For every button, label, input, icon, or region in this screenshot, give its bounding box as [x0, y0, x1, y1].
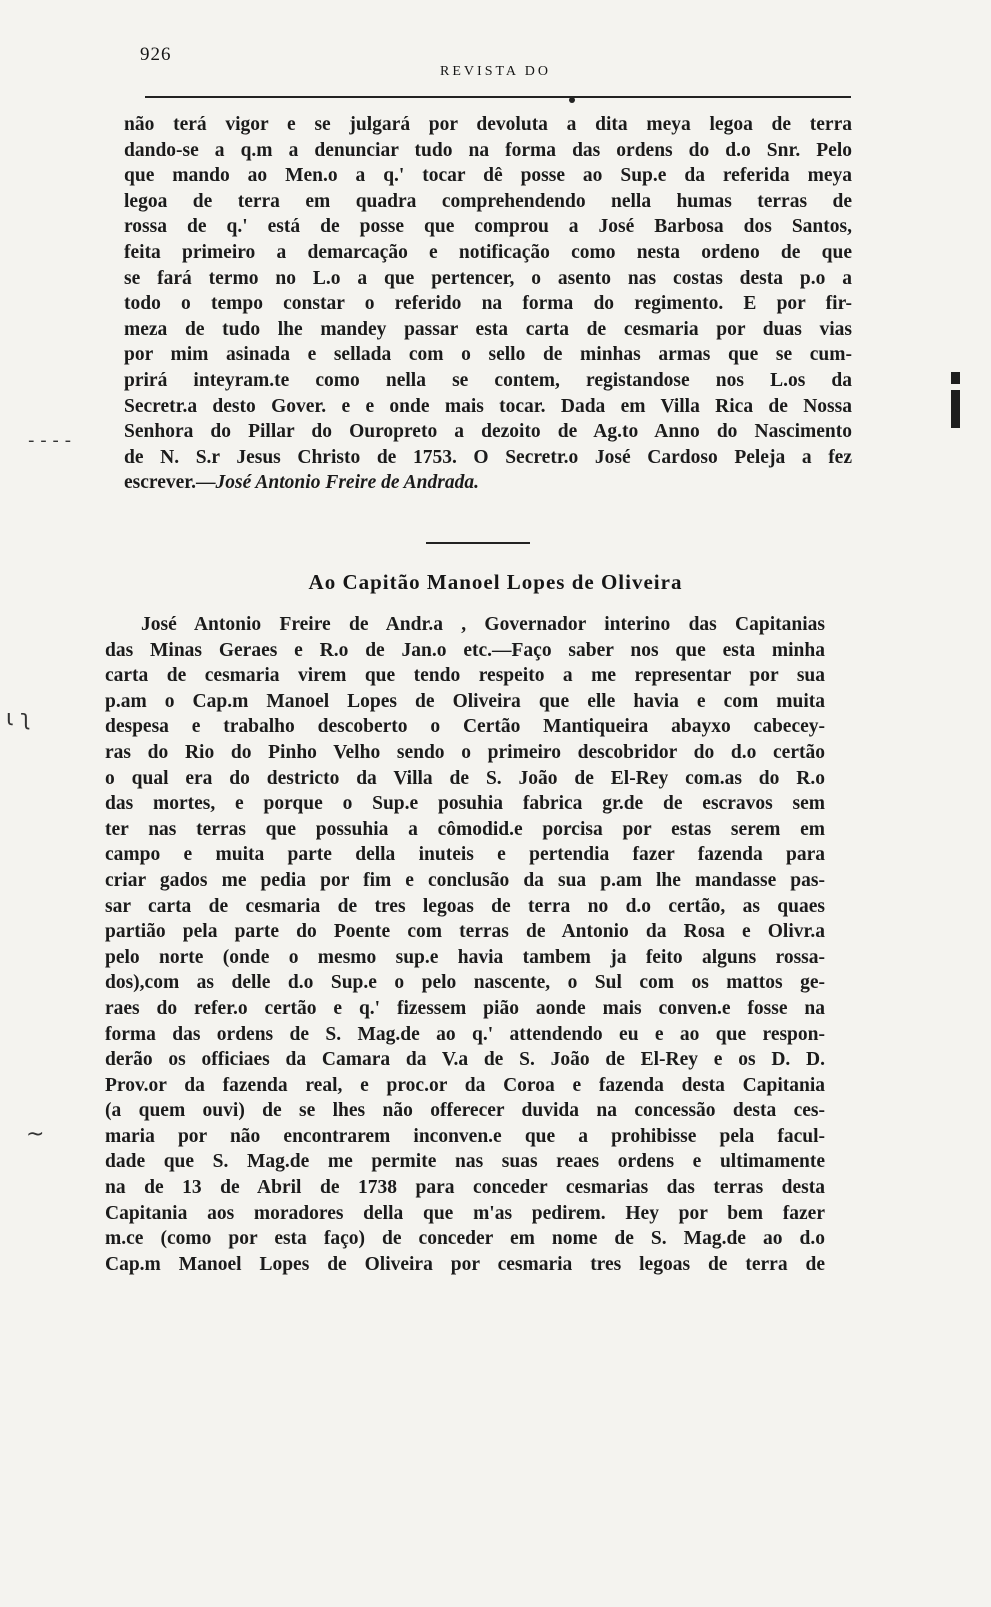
page-edge-mark [951, 372, 960, 384]
text-line: partião pela parte do Poente com terras de Antonio da Rosa e Olivr.a [105, 921, 825, 943]
text-line: Cap.m Manoel Lopes de Oliveira por cesmaria tres legoas de terra de [105, 1253, 825, 1275]
text-line: todo o tempo constar o referido na forma do regimento. E por fir- [124, 293, 852, 315]
text-line: (a quem ouvi) de se lhes não offerecer duvida na concessão desta ces- [105, 1100, 825, 1122]
margin-annotation: ι ʅ [6, 706, 31, 731]
text-line: feita primeiro a demarcação e notificação como nesta ordeno de que [124, 241, 852, 263]
section-divider [426, 542, 530, 544]
text-line: o qual era do destricto da Villa de S. João de El-Rey com.as do R.o [105, 767, 825, 789]
page-number: 926 [140, 44, 172, 65]
text-line: prirá inteyram.te como nella se contem, registandose nos L.os da [124, 369, 852, 391]
section-title: Ao Capitão Manoel Lopes de Oliveira [308, 570, 683, 594]
text-line: derão os officiaes da Camara da V.a de S. João de El-Rey e os D. D. [105, 1049, 825, 1071]
text-line: das Minas Geraes e R.o de Jan.o etc.—Faço saber nos que esta minha [105, 639, 825, 661]
text-line: se fará termo no L.o a que pertencer, o asento nas costas desta p.o a [124, 267, 852, 289]
text-line: das mortes, e porque o Sup.e posuhia fabrica gr.de de escravos sem [105, 793, 825, 815]
text-line: criar gados me pedia por fim e conclusão da sua p.am lhe mandasse pas- [105, 869, 825, 891]
paragraph-continuation [124, 112, 852, 496]
text-line: dade que S. Mag.de me permite nas suas reaes ordens e ultimamente [105, 1151, 825, 1173]
text-line: campo e muita parte della inuteis e pertendia fazer fazenda para [105, 844, 825, 866]
text-line: de N. S.r Jesus Christo de 1753. O Secretr.o José Cardoso Peleja a fez [124, 446, 852, 468]
text-line: raes do refer.o certão e q.' fizessem pião aonde mais conven.e fosse na [105, 997, 825, 1019]
text-line: por mim asinada e sellada com o sello de minhas armas que se cum- [124, 344, 852, 366]
text-line: m.ce (como por esta faço) de conceder em nome de S. Mag.de ao d.o [105, 1228, 825, 1250]
text-line: forma das ordens de S. Mag.de ao q.' attendendo eu e ao que respon- [105, 1023, 825, 1045]
text-line: legoa de terra em quadra comprehendendo nella humas terras de [124, 190, 852, 212]
text-line: na de 13 de Abril de 1738 para conceder cesmarias das terras desta [105, 1177, 825, 1199]
text-line: que mando ao Men.o a q.' tocar dê posse ao Sup.e da referida meya [124, 165, 852, 187]
text-line: ras do Rio do Pinho Velho sendo o primeiro descobridor do d.o certão [105, 741, 825, 763]
text-line: despesa e trabalho descoberto o Certão Mantiqueira abayxo cabecey- [105, 716, 825, 738]
signature: José Antonio Freire de Andrada. [215, 472, 479, 494]
paragraph-main [105, 612, 825, 1277]
page-edge-mark [951, 390, 960, 428]
header-rule [145, 96, 851, 98]
text-line: ter nas terras que possuhia a cômodid.e porcisa por estas serem em [105, 818, 825, 840]
text-line: meza de tudo lhe mandey passar esta carta de cesmaria por duas vias [124, 318, 852, 340]
text-line: não terá vigor e se julgará por devoluta a dita meya legoa de terra [124, 114, 852, 135]
running-head: REVISTA DO [440, 64, 551, 79]
closing-text: escrever.— [124, 472, 216, 494]
text-line: Prov.or da fazenda real, e proc.or da Coroa e fazenda desta Capitania [105, 1074, 825, 1096]
text-line: Senhora do Pillar do Ouropreto a dezoito de Ag.to Anno do Nascimento [124, 421, 852, 443]
margin-annotation: ~ [26, 1122, 45, 1147]
text-line: José Antonio Freire de Andr.a , Governador interino das Capitanias [141, 614, 825, 635]
text-line: rossa de q.' está de posse que comprou a José Barbosa dos Santos, [124, 216, 852, 238]
margin-annotation: - - - - [28, 430, 72, 451]
text-line: carta de cesmaria virem que tendo respeito a me representar por sua [105, 665, 825, 687]
text-line: Secretr.a desto Gover. e e onde mais tocar. Dada em Villa Rica de Nossa [124, 395, 852, 417]
text-line: p.am o Cap.m Manoel Lopes de Oliveira que elle havia e com muita [105, 690, 825, 712]
text-line: pelo norte (onde o mesmo sup.e havia tambem ja feito alguns rossa- [105, 946, 825, 968]
text-line: Capitania aos moradores della que m'as pedirem. Hey por bem fazer [105, 1202, 825, 1224]
header-rule-dot [569, 97, 575, 103]
text-line: dando-se a q.m a denunciar tudo na forma das ordens do d.o Snr. Pelo [124, 139, 852, 161]
text-line: sar carta de cesmaria de tres legoas de terra no d.o certão, as quaes [105, 895, 825, 917]
text-line: dos),com as delle d.o Sup.e o pelo nascente, o Sul com os mattos ge- [105, 972, 825, 994]
text-line-closing [124, 470, 852, 496]
text-line: maria por não encontrarem inconven.e que a prohibisse pela facul- [105, 1125, 825, 1147]
